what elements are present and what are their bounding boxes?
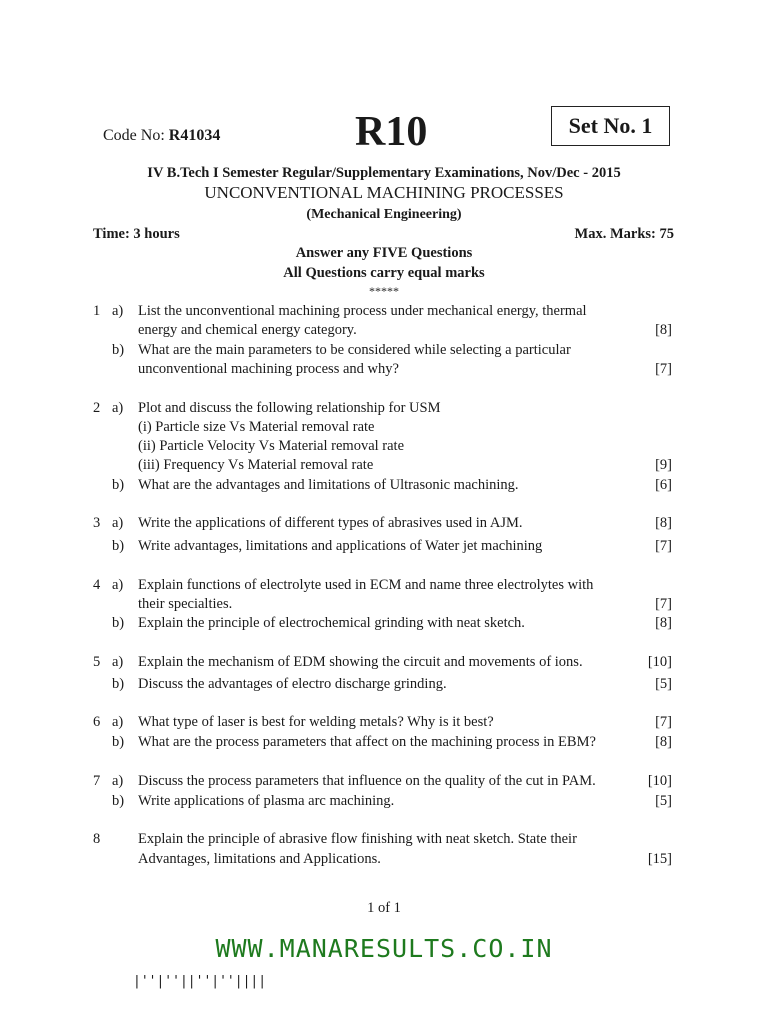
question-text: Explain the principle of abrasive flow finishing with neat sketch. State their bbox=[138, 831, 577, 847]
barcode: |''|''||''|''|||| bbox=[133, 974, 267, 989]
question-number: 6 bbox=[93, 714, 101, 730]
part-label: a) bbox=[112, 654, 124, 670]
question-marks: [8] bbox=[655, 734, 672, 750]
part-label: b) bbox=[112, 734, 125, 750]
question-marks: [7] bbox=[655, 538, 672, 554]
question-marks: [10] bbox=[647, 654, 672, 670]
part-label: a) bbox=[112, 515, 124, 531]
part-label: b) bbox=[112, 615, 125, 631]
question-marks: [5] bbox=[655, 793, 672, 809]
question-text: Discuss the process parameters that influence on the quality of the cut in PAM. bbox=[138, 773, 596, 789]
max-marks: Max. Marks: 75 bbox=[574, 226, 674, 242]
question-text: Advantages, limitations and Applications. bbox=[138, 851, 381, 867]
part-label: a) bbox=[112, 400, 124, 416]
question-number: 3 bbox=[93, 515, 101, 531]
question-text: Write applications of plasma arc machining. bbox=[138, 793, 395, 809]
part-label: a) bbox=[112, 577, 124, 593]
subject-title: UNCONVENTIONAL MACHINING PROCESSES bbox=[204, 183, 564, 202]
question-text: Write advantages, limitations and applications of Water jet machining bbox=[138, 538, 543, 554]
page-number: 1 of 1 bbox=[367, 900, 401, 916]
exam-title: IV B.Tech I Semester Regular/Supplementary Examinations, Nov/Dec - 2015 bbox=[147, 165, 621, 181]
question-text: List the unconventional machining process under mechanical energy, thermal bbox=[138, 303, 587, 319]
separator: ***** bbox=[369, 284, 399, 298]
question-text: What are the process parameters that affect on the machining process in EBM? bbox=[138, 734, 596, 750]
question-text: (i) Particle size Vs Material removal rate bbox=[138, 419, 375, 435]
part-label: a) bbox=[112, 714, 124, 730]
question-number: 8 bbox=[93, 831, 101, 847]
part-label: b) bbox=[112, 793, 125, 809]
question-text: What are the advantages and limitations of Ultrasonic machining. bbox=[138, 477, 519, 493]
question-text: Explain the mechanism of EDM showing the circuit and movements of ions. bbox=[138, 654, 583, 670]
question-number: 2 bbox=[93, 400, 101, 416]
regulation-code: R10 bbox=[355, 109, 428, 155]
question-number: 5 bbox=[93, 654, 101, 670]
time-allowed: Time: 3 hours bbox=[93, 226, 180, 242]
question-marks: [9] bbox=[655, 457, 672, 473]
question-text: their specialties. bbox=[138, 596, 233, 612]
part-label: a) bbox=[112, 303, 124, 319]
question-marks: [8] bbox=[655, 615, 672, 631]
part-label: b) bbox=[112, 342, 125, 358]
question-text: Explain the principle of electrochemical grinding with neat sketch. bbox=[138, 615, 525, 631]
question-marks: [7] bbox=[655, 714, 672, 730]
question-text: Plot and discuss the following relationship for USM bbox=[138, 400, 441, 416]
question-marks: [15] bbox=[647, 851, 672, 867]
question-number: 7 bbox=[93, 773, 101, 789]
part-label: b) bbox=[112, 538, 125, 554]
part-label: b) bbox=[112, 477, 125, 493]
question-marks: [8] bbox=[655, 322, 672, 338]
instruction-answer: Answer any FIVE Questions bbox=[295, 245, 473, 261]
question-text: What are the main parameters to be considered while selecting a particular bbox=[138, 342, 571, 358]
question-text: Discuss the advantages of electro discharge grinding. bbox=[138, 676, 447, 692]
question-marks: [7] bbox=[655, 596, 672, 612]
question-marks: [10] bbox=[647, 773, 672, 789]
code-value: R41034 bbox=[168, 127, 221, 144]
question-marks: [7] bbox=[655, 361, 672, 377]
question-number: 4 bbox=[93, 577, 101, 593]
department: (Mechanical Engineering) bbox=[306, 207, 462, 222]
question-text: What type of laser is best for welding metals? Why is it best? bbox=[138, 714, 494, 730]
part-label: b) bbox=[112, 676, 125, 692]
question-text: (iii) Frequency Vs Material removal rate bbox=[138, 457, 374, 473]
question-text: Explain functions of electrolyte used in ECM and name three electrolytes with bbox=[138, 577, 594, 593]
question-number: 1 bbox=[93, 303, 101, 319]
code-label: Code No: bbox=[103, 127, 169, 144]
question-text: (ii) Particle Velocity Vs Material removal rate bbox=[138, 438, 405, 454]
website-link[interactable]: WWW.MANARESULTS.CO.IN bbox=[215, 934, 553, 963]
question-marks: [8] bbox=[655, 515, 672, 531]
part-label: a) bbox=[112, 773, 124, 789]
code-number bbox=[103, 127, 220, 145]
instruction-marks: All Questions carry equal marks bbox=[283, 265, 485, 281]
set-number-box: Set No. 1 bbox=[551, 106, 670, 146]
question-marks: [6] bbox=[655, 477, 672, 493]
question-text: energy and chemical energy category. bbox=[138, 322, 357, 338]
question-text: Write the applications of different types of abrasives used in AJM. bbox=[138, 515, 523, 531]
question-text: unconventional machining process and why? bbox=[138, 361, 399, 377]
question-marks: [5] bbox=[655, 676, 672, 692]
